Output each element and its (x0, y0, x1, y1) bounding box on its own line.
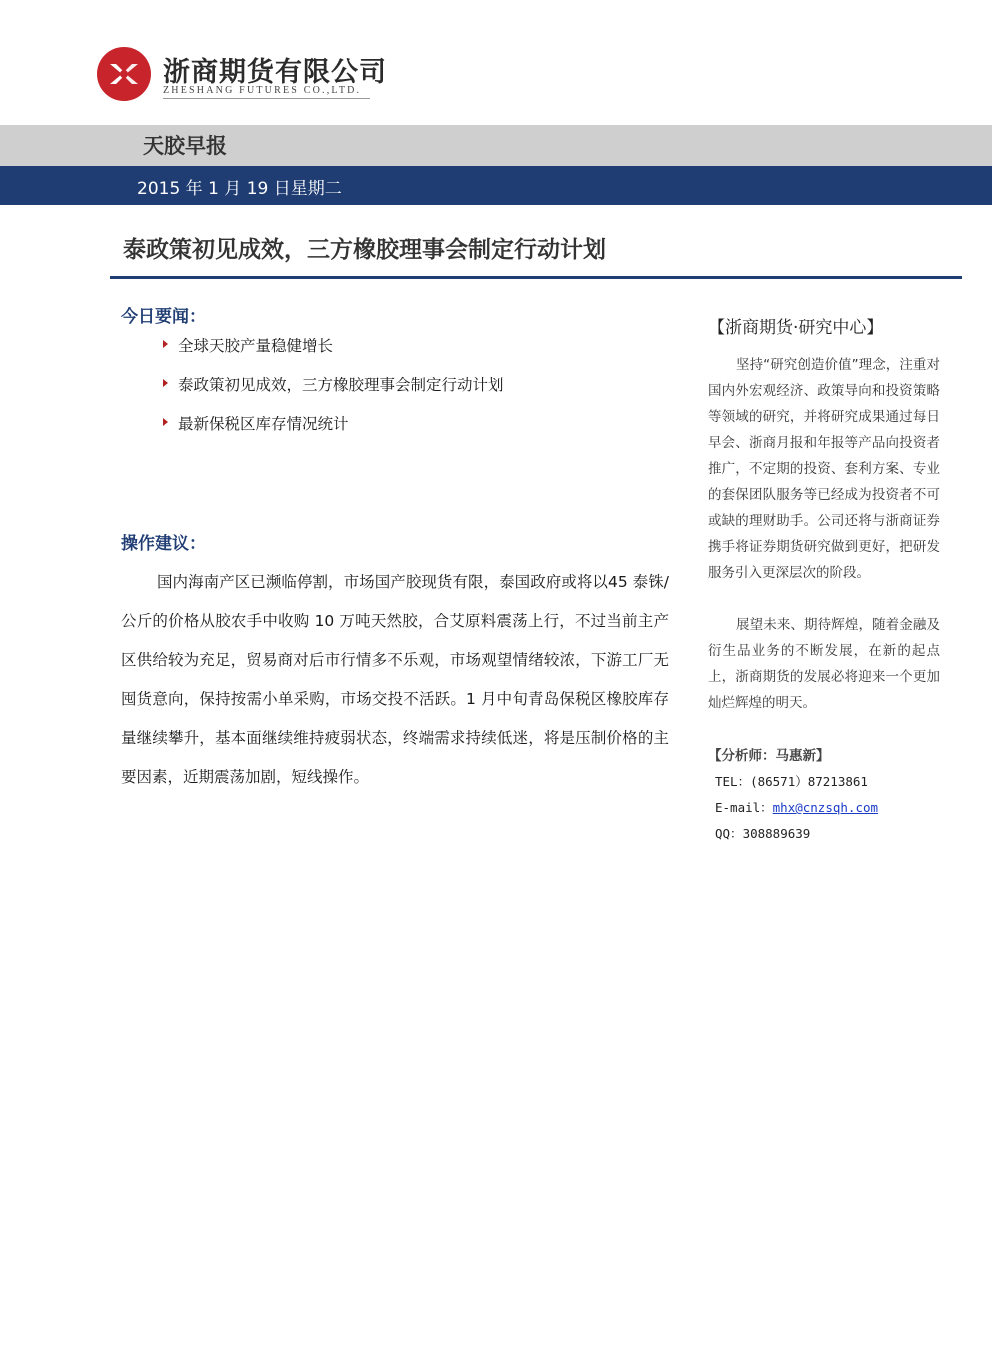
advice-body: 国内海南产区已濒临停割，市场国产胶现货有限，泰国政府或将以45 泰铢/公斤的价格从胶农手中收购 10 万吨天然胶，合艾原料震荡上行，不过当前主产区供给较为充足，贸易商对后市行情多不乐观，市场观望情绪较浓，下游工厂无囤货意向，保持按需小单采购，市场交投不活跃。1 月中旬青岛保税区橡胶库存量继续攀升，基本面继续维持疲弱状态，终端需求持续低迷，将是压制价格的主要因素，近期震荡加剧，短线操作。 (121, 573, 669, 786)
research-center-title: 【浙商期货·研究中心】 (708, 318, 884, 338)
qq-label: QQ： (715, 826, 743, 841)
news-item-text: 泰政策初见成效，三方橡胶理事会制定行动计划 (178, 376, 504, 394)
analyst-title: 【分析师：马惠新】 (708, 748, 830, 764)
list-item (160, 373, 504, 412)
list-item (160, 412, 504, 451)
triangle-bullet-icon (163, 340, 168, 348)
report-title: 天胶早报 (143, 134, 227, 158)
research-center-outlook: 展望未来、期待辉煌，随着金融及衍生品业务的不断发展，在新的起点上，浙商期货的发展必将迎来一个更加灿烂辉煌的明天。 (708, 617, 940, 711)
triangle-bullet-icon (163, 418, 168, 426)
news-item-text: 全球天胶产量稳健增长 (178, 337, 334, 355)
advice-section-title: 操作建议： (121, 534, 206, 554)
email-label: E-mail： (715, 800, 773, 815)
triangle-bullet-icon (163, 379, 168, 387)
news-section-title: 今日要闻： (121, 307, 206, 327)
company-name-cn: 浙商期货有限公司 (163, 57, 387, 88)
company-name-en: ZHESHANG FUTURES CO.,LTD. (163, 85, 362, 96)
list-item (160, 334, 504, 373)
contact-email (715, 798, 878, 816)
company-divider (163, 98, 370, 99)
research-center-intro: 坚持“研究创造价值”理念，注重对国内外宏观经济、政策导向和投资策略等领域的研究，并将研究成果通过每日早会、浙商月报和年报等产品向投资者推广，不定期的投资、套利方案、专业的套保团队服务等已经成为投资者不可或缺的理财助手。公司还将与浙商证券携手将证券期货研究做到更好，把研发服务引入更深层次的阶段。 (708, 357, 940, 581)
email-link[interactable]: mhx@cnzsqh.com (772, 800, 879, 815)
headline: 泰政策初见成效，三方橡胶理事会制定行动计划 (123, 237, 606, 263)
news-item-text: 最新保税区库存情况统计 (178, 415, 349, 433)
contact-tel (715, 772, 868, 790)
contact-qq (715, 824, 810, 842)
tel-label: TEL： (715, 774, 751, 789)
zheshang-logo-icon (96, 46, 152, 102)
headline-divider (110, 276, 962, 279)
qq-value: 308889639 (742, 826, 811, 841)
report-date: 2015 年 1 月 19 日星期二 (137, 179, 342, 199)
news-list (160, 334, 504, 451)
tel-value: (86571）87213861 (750, 774, 868, 789)
